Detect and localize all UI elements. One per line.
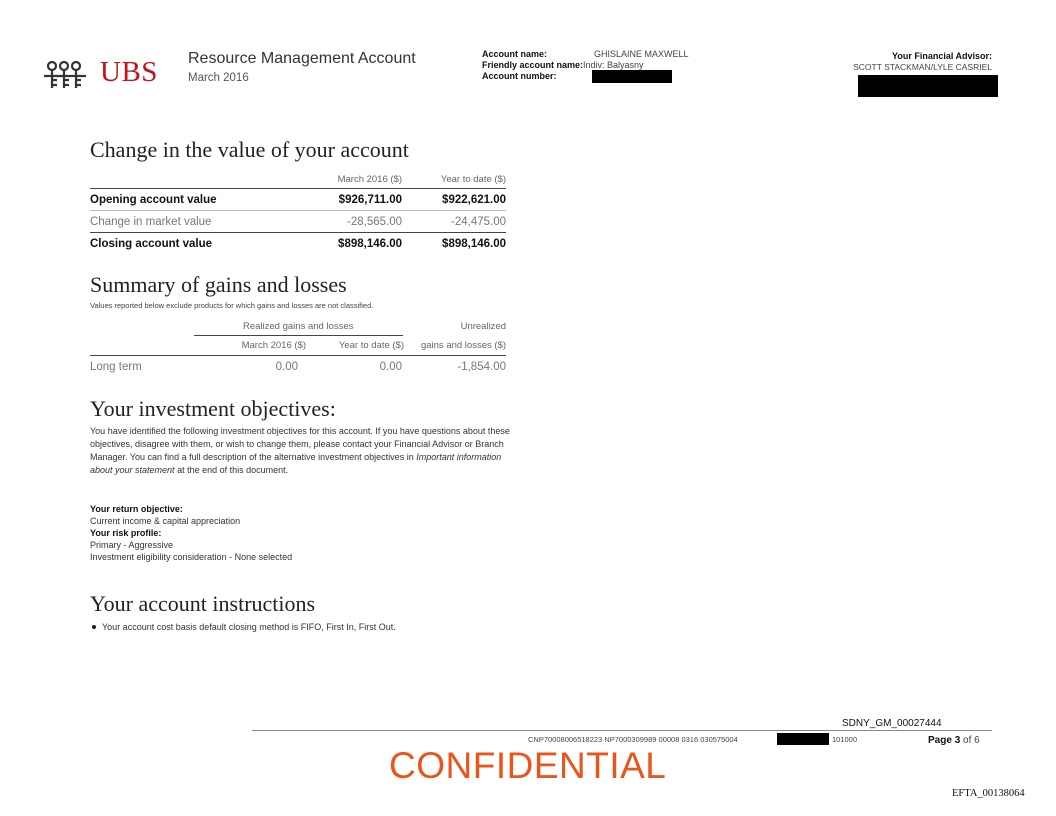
table-row: Closing account value $898,146.00 $898,146.00 <box>90 233 506 255</box>
redaction-box <box>858 75 998 97</box>
page-indicator: Page 3 of 6 <box>928 735 980 746</box>
gains-col-unrealized: gains and losses ($) <box>420 340 506 351</box>
sdny-stamp: SDNY_GM_00027444 <box>842 718 942 729</box>
risk-profile-label: Your risk profile: <box>90 528 162 538</box>
unrealized-header: Unrealized <box>460 321 506 332</box>
account-name-label: Account name: <box>482 49 548 59</box>
table-row: Opening account value $926,711.00 $922,621.00 <box>90 189 506 211</box>
advisor-value: SCOTT STACKMAN/LYLE CASRIEL <box>853 62 992 72</box>
ubs-wordmark: UBS <box>100 56 158 88</box>
risk-profile-value: Primary - Aggressive <box>90 540 174 550</box>
gains-row-label: Long term <box>90 361 142 373</box>
instructions-heading: Your account instructions <box>90 591 316 616</box>
friendly-name-value: Indiv: Balyasny <box>583 60 644 70</box>
table-row: Change in market value -28,565.00 -24,475.00 <box>90 211 506 233</box>
col-ytd-header: Year to date ($) <box>440 173 506 185</box>
change-value-table <box>90 170 506 254</box>
gains-row-unrealized: -1,854.00 <box>457 361 506 373</box>
gains-col-month: March 2016 ($) <box>241 340 306 351</box>
confidential-stamp: CONFIDENTIAL <box>389 745 667 786</box>
footer-divider <box>252 730 992 731</box>
financial-advisor <box>800 51 992 73</box>
friendly-name-label: Friendly account name: <box>482 60 584 70</box>
realized-divider <box>194 335 403 336</box>
account-name-value: GHISLAINE MAXWELL <box>594 49 689 59</box>
gains-note: Values reported below exclude products for which gains and losses are not classified. <box>90 301 374 310</box>
col-month-header: March 2016 ($) <box>337 173 402 185</box>
realized-header: Realized gains and losses <box>243 321 354 332</box>
return-objective-label: Your return objective: <box>90 504 183 514</box>
gains-divider <box>90 355 506 356</box>
gains-row-ytd: 0.00 <box>379 361 402 373</box>
advisor-label: Your Financial Advisor: <box>891 51 992 61</box>
footer-code-tail: 101000 <box>832 735 858 744</box>
statement-period: March 2016 <box>188 72 249 84</box>
gains-section-heading: Summary of gains and losses <box>90 272 347 297</box>
objectives-paragraph: You have identified the following investment objectives for this account. If you have questions about these objectives, disagree with them, or wish to change them, please contact your Financial Advisor or Branch Manager. You can find a full description of the alternative investment objectives in Important information about your statement at the end of this document. <box>90 426 510 475</box>
objectives-list <box>90 503 292 563</box>
gains-col-ytd: Year to date ($) <box>338 340 404 351</box>
keys-icon <box>38 58 96 94</box>
gains-row-month: 0.00 <box>275 361 298 373</box>
efta-id: EFTA_00138064 <box>952 788 1025 799</box>
redaction-box <box>592 70 672 83</box>
footer-code: CNP70008006518223 NP7000309989 00008 0316 030575004 <box>528 735 738 744</box>
objectives-heading: Your investment objectives: <box>90 396 336 421</box>
eligibility-consideration: Investment eligibility consideration - None selected <box>90 552 293 562</box>
return-objective-value: Current income & capital appreciation <box>90 516 241 526</box>
account-number-label: Account number: <box>482 71 557 81</box>
statement-title: Resource Management Account <box>188 50 416 67</box>
change-section-heading: Change in the value of your account <box>90 137 409 162</box>
account-info <box>482 49 689 82</box>
redaction-box <box>777 733 829 745</box>
instruction-item: Your account cost basis default closing method is FIFO, First In, First Out. <box>90 622 396 632</box>
bullet-icon <box>92 625 96 629</box>
